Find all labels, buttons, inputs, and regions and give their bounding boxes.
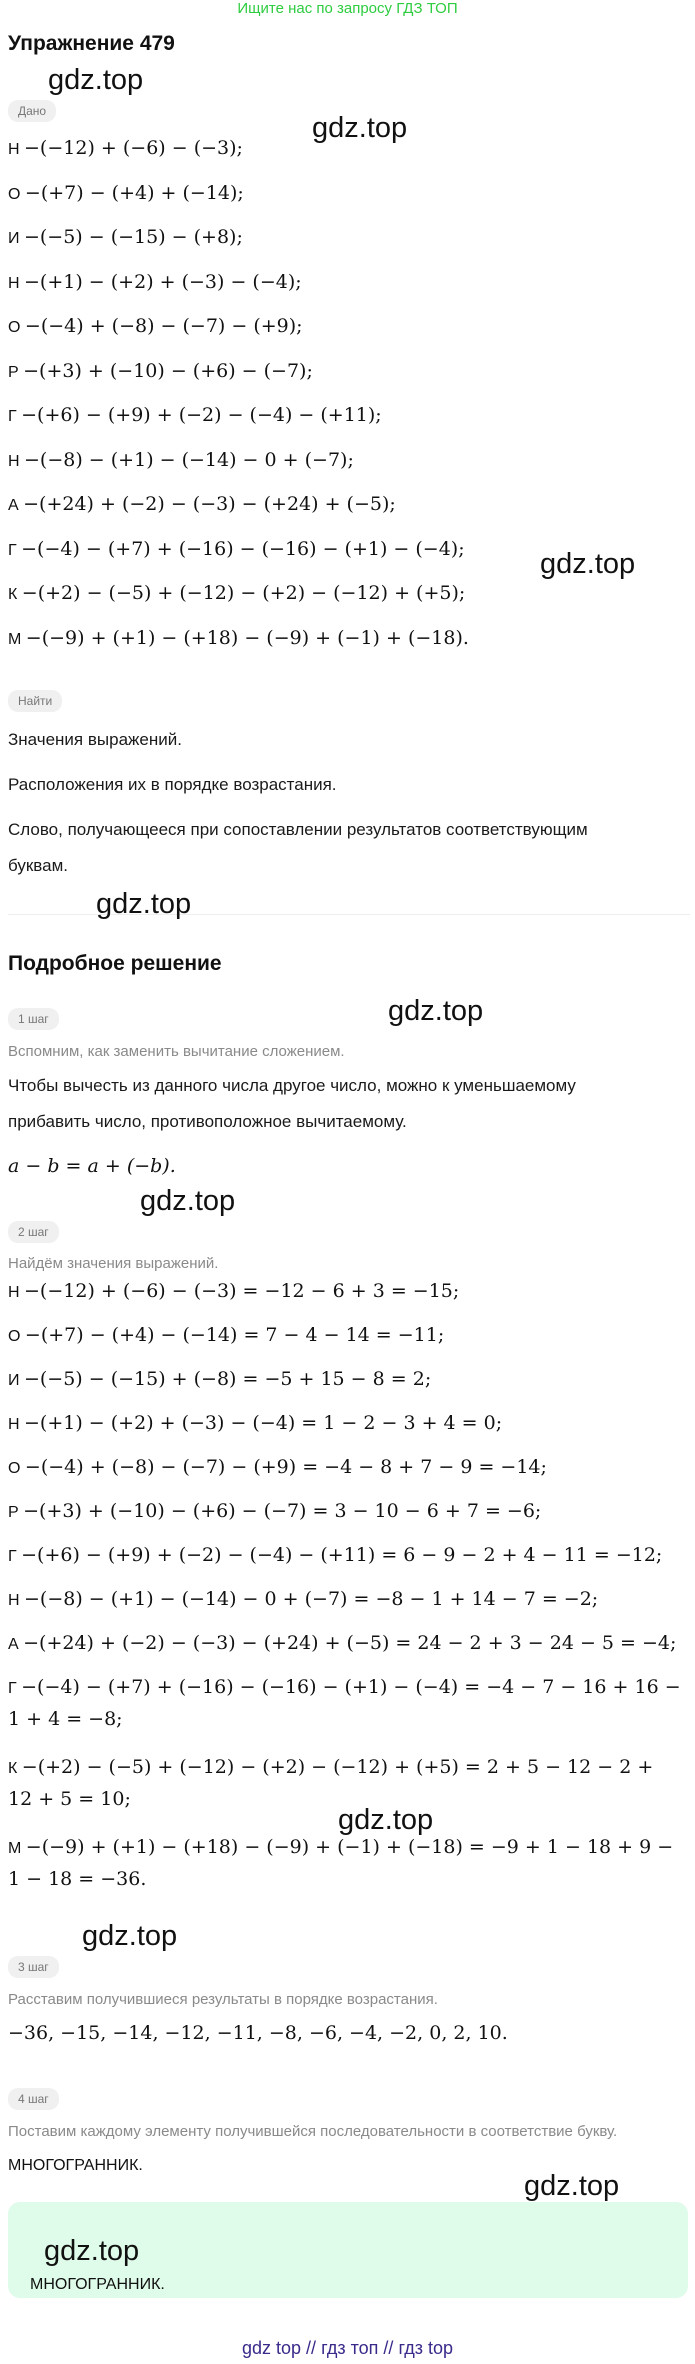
step-2-label: 2 шаг bbox=[8, 1221, 59, 1243]
watermark: gdz.top bbox=[338, 1804, 434, 1836]
step-1-text: прибавить число, противоположное вычитаемому. bbox=[8, 1112, 407, 1131]
letter-label: Г bbox=[8, 1548, 17, 1565]
math-line bbox=[8, 493, 396, 515]
letter-label: Г bbox=[8, 408, 17, 425]
page-title: Упражнение 479 bbox=[8, 32, 175, 55]
find-item: Слово, получающееся при сопоставлении результатов соответствующим bbox=[8, 820, 588, 839]
expression: −(+3) + (−10) − (+6) − (−7) = 3 − 10 − 6 + 7 = −6; bbox=[23, 1500, 542, 1522]
letter-label: О bbox=[8, 1328, 21, 1345]
given-label: Дано bbox=[8, 100, 56, 122]
letter-label: К bbox=[8, 586, 18, 603]
watermark: gdz.top bbox=[82, 1920, 178, 1952]
sorted-sequence: −36, −15, −14, −12, −11, −8, −6, −4, −2, 0, 2, 10. bbox=[8, 2022, 508, 2044]
expression: −(+24) + (−2) − (−3) − (+24) + (−5) = 24 − 2 + 3 − 24 − 5 = −4; bbox=[23, 1632, 677, 1654]
watermark: gdz.top bbox=[540, 548, 636, 580]
expression: −(+3) + (−10) − (+6) − (−7); bbox=[23, 359, 313, 382]
solution-line bbox=[8, 1324, 444, 1346]
solution-line bbox=[8, 1280, 459, 1302]
step-3-hint: Расставим получившиеся результаты в порядке возрастания. bbox=[8, 1991, 438, 2008]
expression: −(+1) − (+2) + (−3) − (−4) = 1 − 2 − 3 + 4 = 0; bbox=[24, 1412, 503, 1434]
expression: −(+7) − (+4) − (−14) = 7 − 4 − 14 = −11; bbox=[24, 1324, 445, 1346]
step-1-text: Чтобы вычесть из данного числа другое число, можно к уменьшаемому bbox=[8, 1076, 576, 1095]
letter-label: Н bbox=[8, 1592, 20, 1609]
expression: −(+24) + (−2) − (−3) − (+24) + (−5); bbox=[23, 493, 396, 515]
letter-label: О bbox=[8, 319, 21, 336]
expression: −(+7) − (+4) + (−14); bbox=[24, 181, 244, 204]
solution-line bbox=[8, 1868, 146, 1890]
expression: −(+2) − (−5) + (−12) − (+2) − (−12) + (+5) = 2 + 5 − 12 − 2 + bbox=[21, 1756, 654, 1778]
letter-label: Н bbox=[8, 1284, 20, 1301]
expression: −(−5) − (−15) − (+8); bbox=[23, 226, 243, 248]
find-item: буквам. bbox=[8, 856, 69, 875]
solution-line bbox=[8, 1708, 123, 1730]
letter-label: М bbox=[8, 1840, 22, 1857]
expression: 1 − 18 = −36. bbox=[8, 1868, 147, 1890]
solution-line bbox=[8, 1836, 673, 1858]
footer-separator: // bbox=[306, 2338, 317, 2358]
math-line bbox=[8, 271, 302, 293]
letter-label: М bbox=[8, 630, 22, 648]
watermark: gdz.top bbox=[96, 888, 192, 920]
solution-title: Подробное решение bbox=[8, 952, 222, 975]
expression: 12 + 5 = 10; bbox=[8, 1788, 131, 1810]
letter-label: Г bbox=[8, 541, 17, 559]
solution-line bbox=[8, 1632, 676, 1654]
math-line bbox=[8, 449, 354, 471]
search-banner: Ищите нас по запросу ГДЗ ТОП bbox=[237, 0, 458, 17]
solution-line bbox=[8, 1788, 131, 1810]
letter-label: Р bbox=[8, 363, 19, 381]
step-4-hint: Поставим каждому элементу получившейся последовательности в соответствие букву. bbox=[8, 2123, 618, 2140]
solution-line bbox=[8, 1676, 681, 1698]
expression: −(−4) + (−8) − (−7) − (+9); bbox=[24, 315, 303, 337]
math-line bbox=[8, 582, 465, 604]
math-line bbox=[8, 226, 243, 248]
watermark: gdz.top bbox=[388, 995, 484, 1027]
step-3-label: 3 шаг bbox=[8, 1956, 59, 1978]
watermark: gdz.top bbox=[48, 64, 144, 96]
letter-label: И bbox=[8, 1372, 20, 1389]
letter-label: А bbox=[8, 1636, 19, 1653]
expression: −(−5) − (−15) + (−8) = −5 + 15 − 8 = 2; bbox=[23, 1368, 432, 1390]
watermark: gdz.top bbox=[44, 2235, 140, 2267]
letter-label: А bbox=[8, 497, 19, 514]
expression: 1 + 4 = −8; bbox=[8, 1708, 123, 1730]
math-line bbox=[8, 182, 244, 204]
expression: −(−4) − (+7) + (−16) − (−16) − (+1) − (−4) = −4 − 7 − 16 + 16 − bbox=[21, 1676, 681, 1698]
expression: −(−9) + (+1) − (+18) − (−9) + (−1) + (−18). bbox=[25, 626, 469, 649]
letter-label: Н bbox=[8, 141, 20, 158]
letter-label: Р bbox=[8, 1504, 19, 1521]
solution-line bbox=[8, 1544, 662, 1566]
solution-line bbox=[8, 1412, 502, 1434]
find-item: Расположения их в порядке возрастания. bbox=[8, 775, 337, 794]
math-line bbox=[8, 137, 243, 159]
math-line bbox=[8, 360, 313, 382]
expression: −(−12) + (−6) − (−3); bbox=[24, 137, 243, 159]
expression: −(−12) + (−6) − (−3) = −12 − 6 + 3 = −15; bbox=[24, 1280, 460, 1302]
footer-separator: // bbox=[383, 2338, 394, 2358]
expression: −(−4) − (+7) + (−16) − (−16) − (+1) − (−4); bbox=[21, 537, 465, 560]
footer-link[interactable]: гдз топ bbox=[321, 2338, 379, 2358]
letter-label: И bbox=[8, 230, 20, 247]
letter-label: Н bbox=[8, 1416, 20, 1433]
solution-line bbox=[8, 1456, 547, 1478]
find-item: Значения выражений. bbox=[8, 730, 182, 749]
math-line bbox=[8, 315, 303, 337]
expression: −(−4) + (−8) − (−7) − (+9) = −4 − 8 + 7 − 9 = −14; bbox=[24, 1456, 547, 1478]
watermark: gdz.top bbox=[524, 2170, 620, 2202]
step-1-hint: Вспомним, как заменить вычитание сложением. bbox=[8, 1043, 345, 1060]
math-line bbox=[8, 627, 469, 649]
find-label: Найти bbox=[8, 690, 62, 712]
watermark: gdz.top bbox=[312, 112, 408, 144]
expression: −(+1) − (+2) + (−3) − (−4); bbox=[24, 270, 302, 293]
letter-label: Н bbox=[8, 274, 20, 292]
math-line bbox=[8, 404, 382, 426]
expression: −(+6) − (+9) + (−2) − (−4) − (+11) = 6 − 9 − 2 + 4 − 11 = −12; bbox=[21, 1544, 663, 1566]
solution-line bbox=[8, 1756, 653, 1778]
letter-label: О bbox=[8, 185, 21, 203]
step-2-hint: Найдём значения выражений. bbox=[8, 1255, 219, 1272]
watermark: gdz.top bbox=[140, 1185, 236, 1217]
expression: −(+6) − (+9) + (−2) − (−4) − (+11); bbox=[21, 404, 382, 426]
letter-label: Г bbox=[8, 1680, 17, 1697]
solution-line bbox=[8, 1500, 541, 1522]
expression: −(−8) − (+1) − (−14) − 0 + (−7); bbox=[24, 448, 354, 471]
step-1-formula: a − b = a + (−b). bbox=[8, 1155, 176, 1177]
footer-link[interactable]: gdz top bbox=[241, 2338, 302, 2358]
result-word: МНОГОГРАННИК. bbox=[8, 2157, 143, 2174]
solution-line bbox=[8, 1368, 431, 1390]
step-4-label: 4 шаг bbox=[8, 2088, 59, 2110]
letter-label: К bbox=[8, 1760, 18, 1777]
expression: −(−9) + (+1) − (+18) − (−9) + (−1) + (−18) = −9 + 1 − 18 + 9 − bbox=[25, 1836, 674, 1858]
letter-label: О bbox=[8, 1460, 21, 1477]
solution-line bbox=[8, 1588, 598, 1610]
answer-text: МНОГОГРАННИК. bbox=[30, 2276, 165, 2293]
letter-label: Н bbox=[8, 452, 20, 470]
expression: −(−8) − (+1) − (−14) − 0 + (−7) = −8 − 1 + 14 − 7 = −2; bbox=[24, 1588, 599, 1610]
math-line bbox=[8, 538, 465, 560]
expression: −(+2) − (−5) + (−12) − (+2) − (−12) + (+5); bbox=[21, 582, 466, 604]
footer-links bbox=[0, 2338, 695, 2359]
step-1-label: 1 шаг bbox=[8, 1008, 59, 1030]
footer-link[interactable]: гдз top bbox=[398, 2338, 453, 2358]
